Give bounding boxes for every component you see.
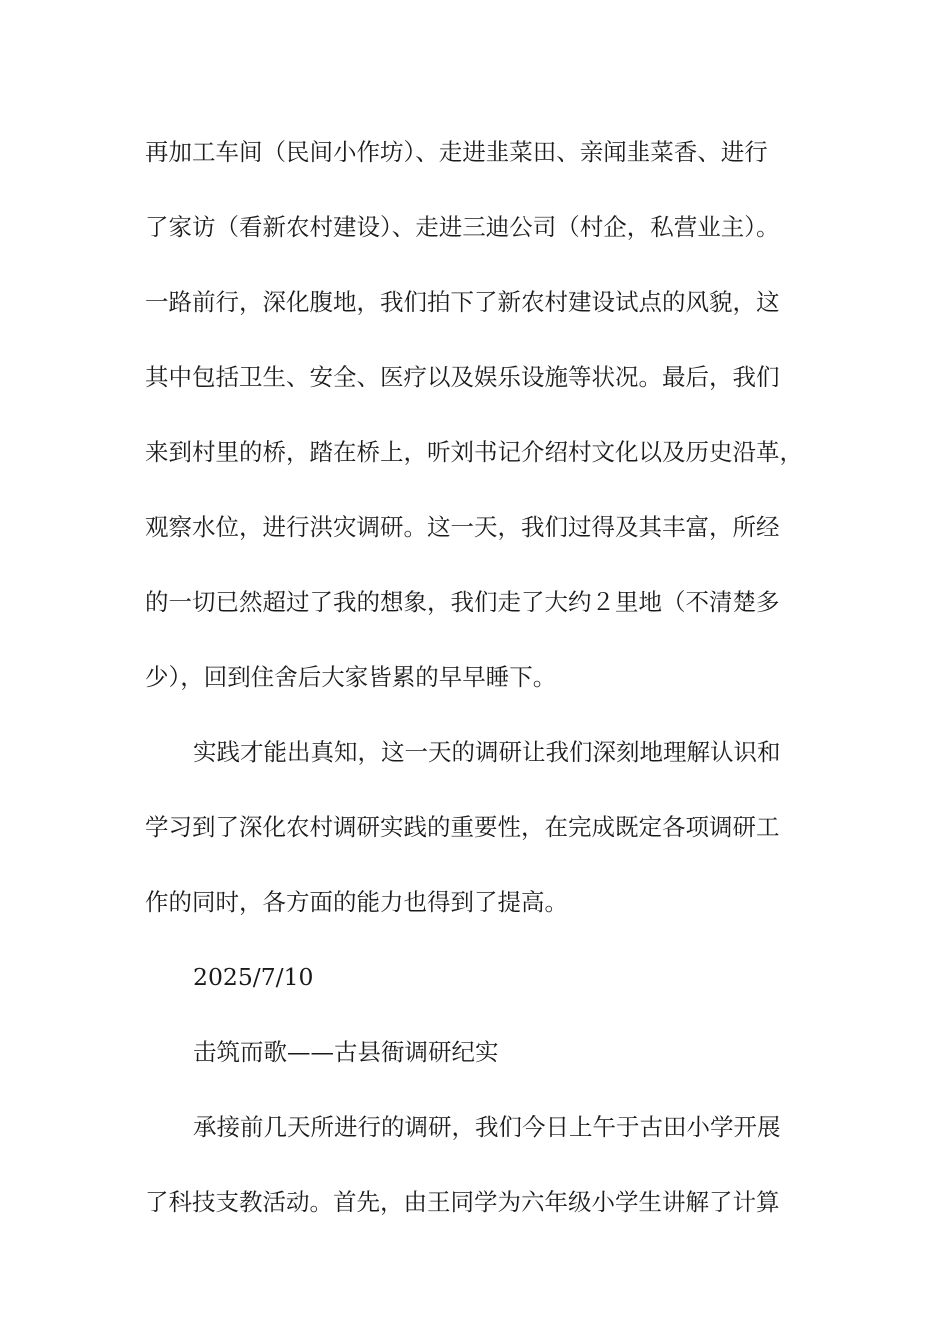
paragraph-line: 观察水位，进行洪灾调研。这一天，我们过得及其丰富，所经 xyxy=(145,513,780,541)
date-line: 2025/7/10 xyxy=(193,963,314,991)
paragraph-line: 再加工车间（民间小作坊）、走进韭菜田、亲闻韭菜香、进行 xyxy=(145,138,768,166)
paragraph-line: 一路前行，深化腹地，我们拍下了新农村建设试点的风貌，这 xyxy=(145,288,780,316)
paragraph-line: 少），回到住舍后大家皆累的早早睡下。 xyxy=(145,663,557,691)
paragraph-line: 作的同时，各方面的能力也得到了提高。 xyxy=(145,888,568,916)
paragraph-line: 承接前几天所进行的调研，我们今日上午于古田小学开展 xyxy=(193,1113,781,1141)
paragraph-line: 来到村里的桥，踏在桥上，听刘书记介绍村文化以及历史沿革， xyxy=(145,438,803,466)
paragraph-line: 了家访（看新农村建设）、走进三迪公司（村企，私营业主）。 xyxy=(145,213,780,241)
paragraph-line: 其中包括卫生、安全、医疗以及娱乐设施等状况。最后，我们 xyxy=(145,363,780,391)
paragraph-line: 学习到了深化农村调研实践的重要性，在完成既定各项调研工 xyxy=(145,813,780,841)
paragraph-line: 实践才能出真知，这一天的调研让我们深刻地理解认识和 xyxy=(193,738,781,766)
paragraph-line: 的一切已然超过了我的想象，我们走了大约２里地（不清楚多 xyxy=(145,588,780,616)
section-title: 击筑而歌——古县衙调研纪实 xyxy=(193,1038,499,1066)
paragraph-line: 了科技支教活动。首先，由王同学为六年级小学生讲解了计算 xyxy=(145,1188,780,1216)
